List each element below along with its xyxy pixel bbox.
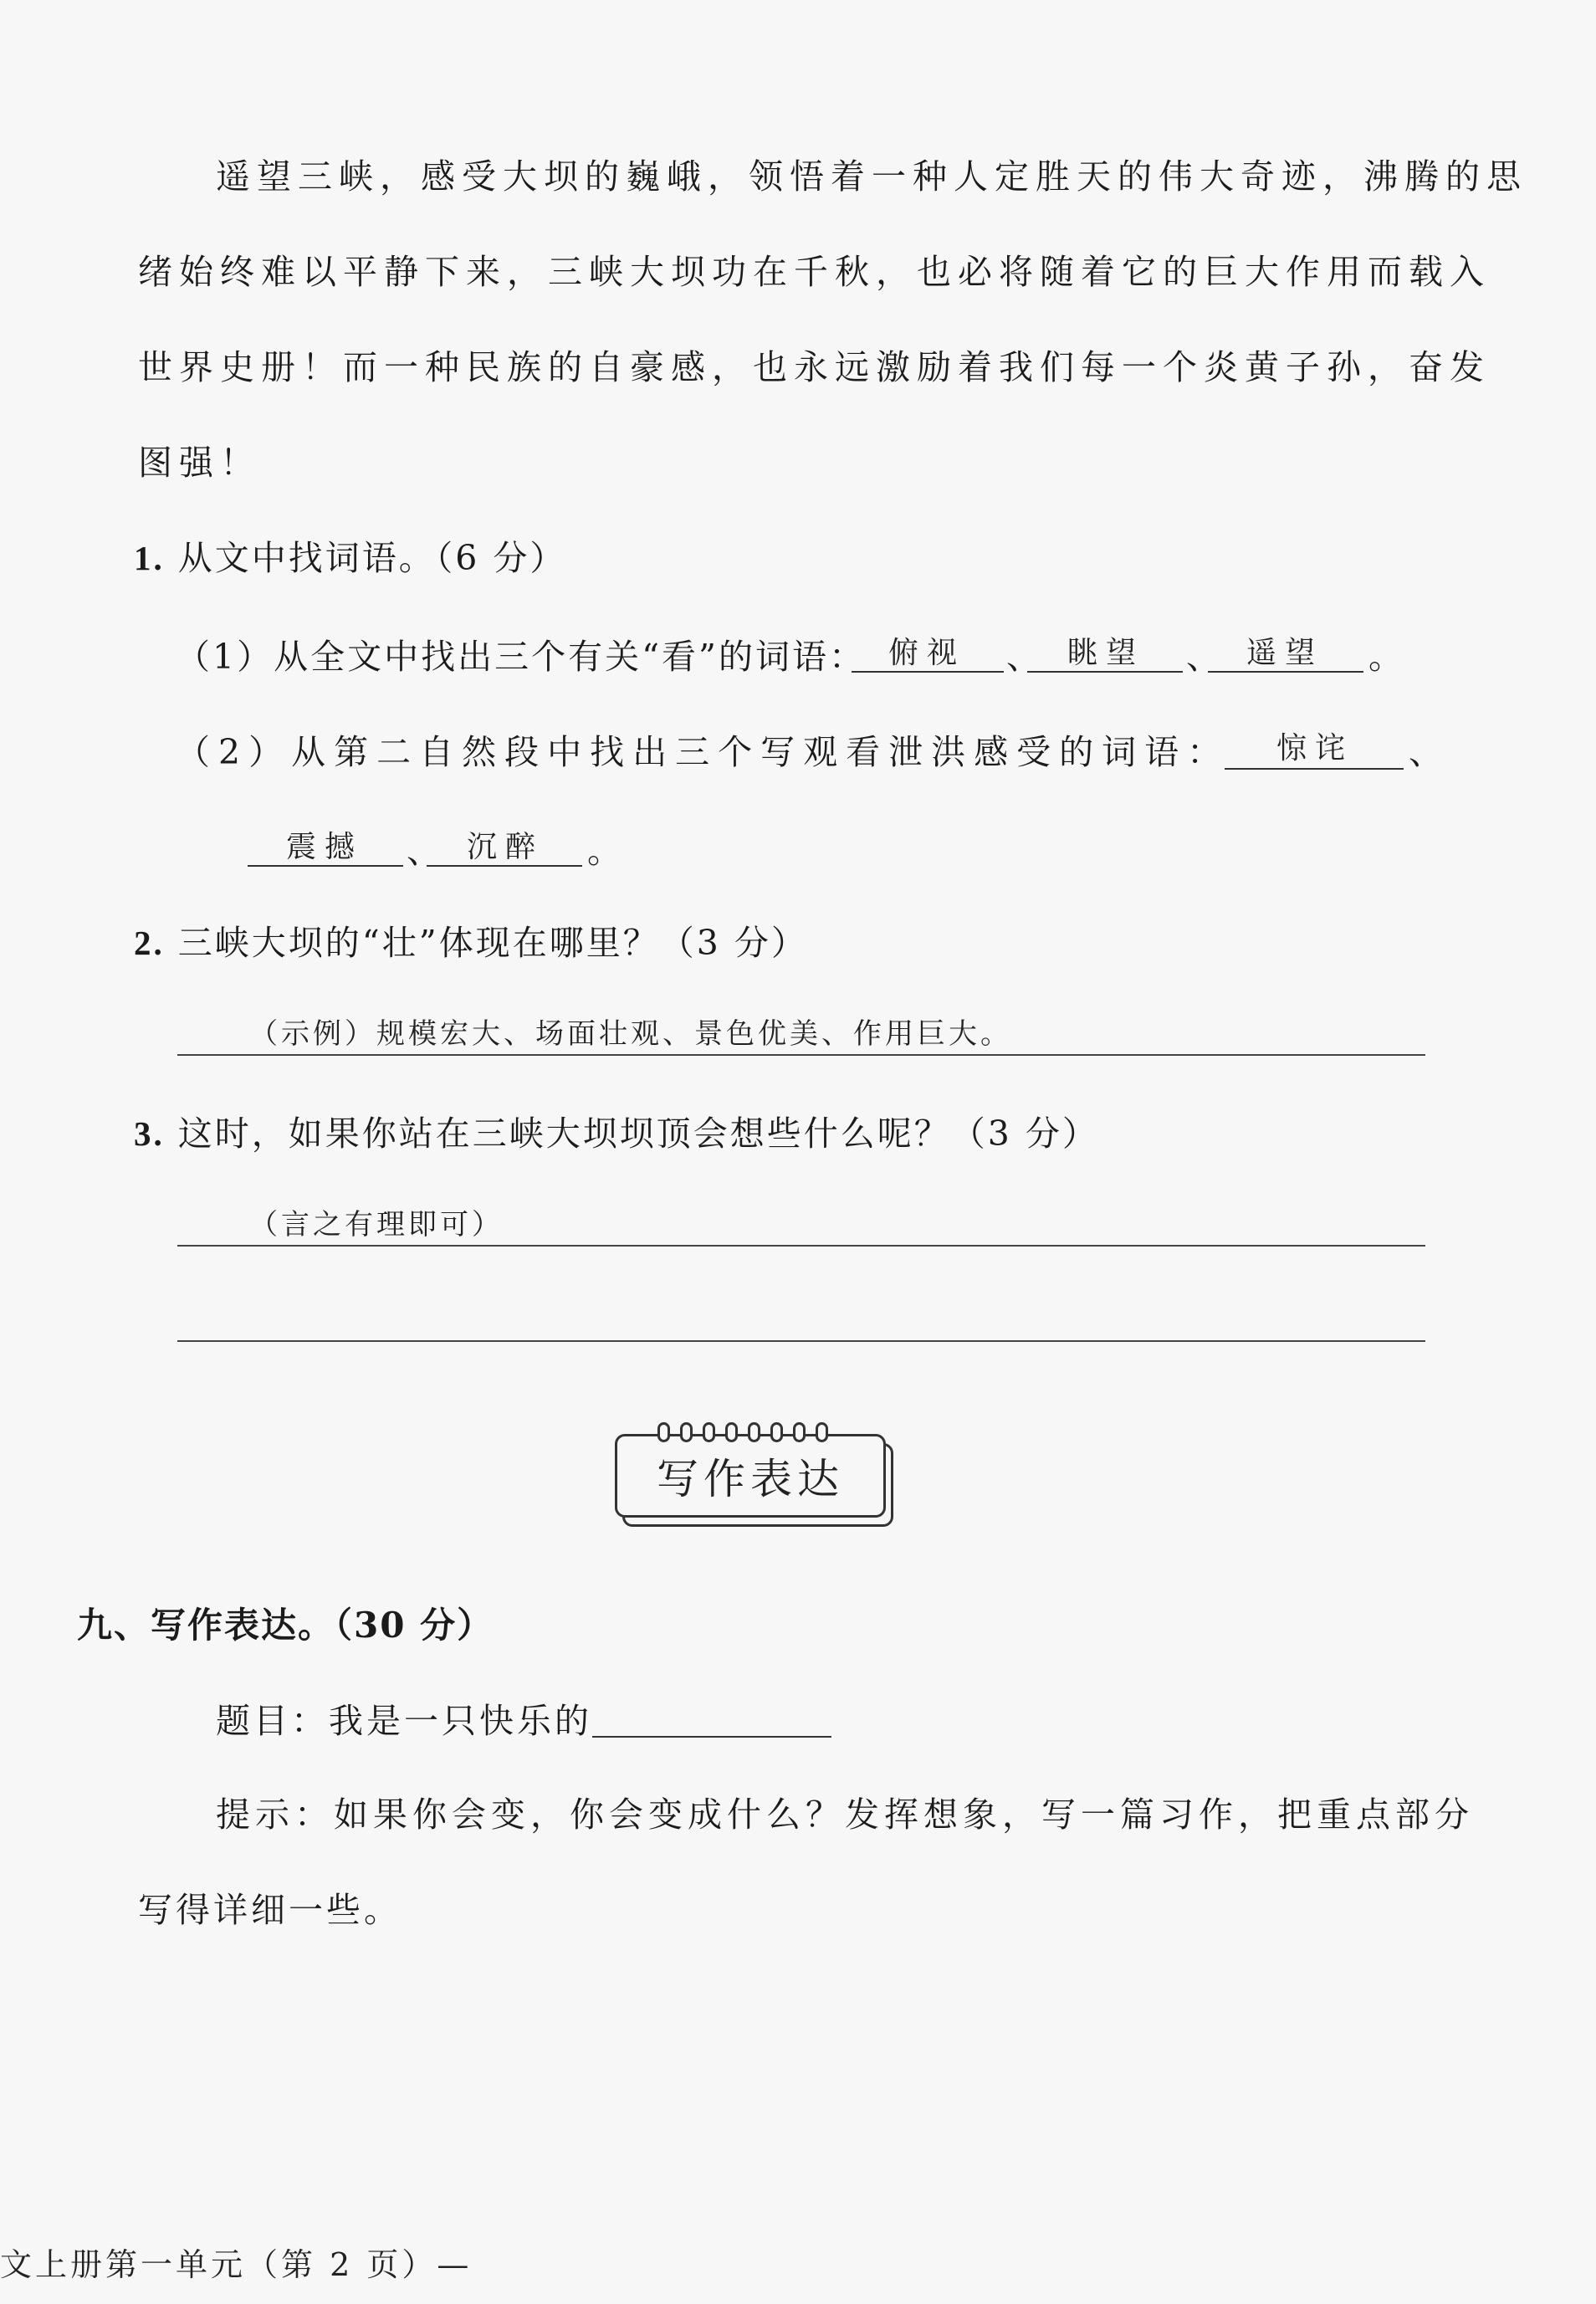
period: 。 bbox=[587, 831, 624, 871]
page-footer: 文上册第一单元（第 2 页）— bbox=[0, 2246, 473, 2283]
spiral-binding-icon bbox=[657, 1422, 841, 1446]
question-1 bbox=[134, 530, 566, 580]
question-number: 3. bbox=[134, 1114, 165, 1153]
section-heading: 九、写作表达。（30 分） bbox=[77, 1605, 494, 1646]
handwritten-answer: 俯视 bbox=[888, 636, 966, 670]
title-blank[interactable] bbox=[592, 1736, 831, 1738]
section-banner: 写作表达 bbox=[615, 1434, 886, 1518]
handwritten-answer: 眺望 bbox=[1067, 636, 1145, 670]
handwritten-answer: （言之有理即可） bbox=[249, 1208, 504, 1242]
q1-sub1-prompt: （1）从全文中找出三个有关“看”的词语： bbox=[176, 637, 867, 677]
question-number: 2. bbox=[134, 924, 165, 962]
q1-sub2-prompt: （2）从第二自然段中找出三个写观看泄洪感受的词语： bbox=[176, 732, 1230, 772]
separator: 、 bbox=[1186, 637, 1223, 677]
passage-line-2: 绪始终难以平静下来，三峡大坝功在千秋，也必将随着它的巨大作用而载入 bbox=[138, 252, 1491, 292]
separator: 、 bbox=[1006, 637, 1043, 677]
question-text: 这时，如果你站在三峡大坝坝顶会想些什么呢？（3 分） bbox=[177, 1114, 1099, 1154]
handwritten-answer: 惊诧 bbox=[1276, 731, 1354, 765]
question-text: 从文中找词语。（6 分） bbox=[177, 538, 567, 578]
answer-line[interactable] bbox=[177, 1054, 1425, 1056]
question-3 bbox=[134, 1106, 1099, 1155]
handwritten-answer: 遥望 bbox=[1246, 636, 1324, 670]
passage-line-4: 图强！ bbox=[138, 443, 261, 483]
answer-line[interactable] bbox=[177, 1340, 1425, 1342]
handwritten-answer: 沉醉 bbox=[467, 830, 545, 864]
answer-line[interactable] bbox=[177, 1245, 1425, 1247]
question-text: 三峡大坝的“壮”体现在哪里？（3 分） bbox=[177, 923, 808, 963]
handwritten-answer: 震撼 bbox=[286, 830, 364, 864]
handwritten-answer: （示例）规模宏大、场面壮观、景色优美、作用巨大。 bbox=[249, 1017, 1012, 1051]
separator: 、 bbox=[407, 831, 443, 871]
answer-blank[interactable] bbox=[1225, 768, 1404, 770]
hint-line-2: 写得详细一些。 bbox=[138, 1890, 402, 1930]
passage-line-3: 世界史册！而一种民族的自豪感，也永远激励着我们每一个炎黄子孙，奋发 bbox=[138, 347, 1491, 387]
separator: 、 bbox=[1409, 732, 1445, 772]
question-2 bbox=[134, 915, 808, 965]
essay-title-prompt: 题目：我是一只快乐的 bbox=[216, 1701, 592, 1741]
period: 。 bbox=[1368, 637, 1405, 677]
passage-line-1: 遥望三峡，感受大坝的巍峨，领悟着一种人定胜天的伟大奇迹，沸腾的思 bbox=[216, 156, 1527, 197]
hint-line-1: 提示：如果你会变，你会变成什么？发挥想象，写一篇习作，把重点部分 bbox=[216, 1795, 1474, 1835]
question-number: 1. bbox=[134, 539, 165, 577]
